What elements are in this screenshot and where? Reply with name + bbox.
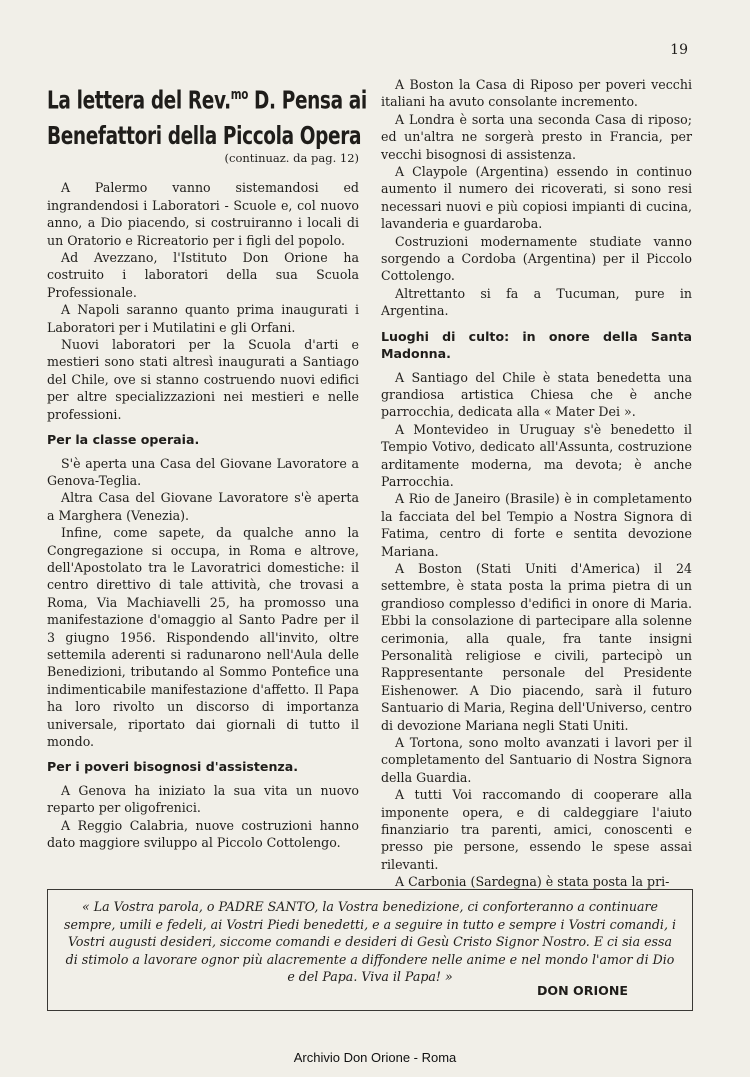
paragraph: Ad Avezzano, l'Istituto Don Orione ha costruito i laboratori della sua Scuola Professionale. <box>47 250 359 300</box>
paragraph: A Boston la Casa di Riposo per poveri vecchi italiani ha avuto consolante incremento. <box>381 77 692 110</box>
paragraph: S'è aperta una Casa del Giovane Lavoratore a Genova-Teglia. <box>47 455 359 488</box>
paragraph: Altrettanto si fa a Tucuman, pure in Argentina. <box>381 285 692 319</box>
article-title <box>47 78 367 151</box>
paragraph: Infine, come sapete, da qualche anno la Congregazione si occupa, in Roma e altrove, dell'Apostolato tra le Lavoratrici domestiche: il centro direttivo di tale attività, che trovasi a Roma, Via Machiavelli 25, ha promosso una manifestazione d'omaggio al Santo Padre per il 3 giugno 1956. Rispondendo all'invito, oltre settemila aderenti si radunarono nell'Aula delle Benedizioni, tributando al Sommo Pontefice una indimenticabile manifestazione d'affetto. Il Papa ha loro rivolto un discorso di importanza universale, riportato dai giornali di tutto il mondo. <box>47 525 359 749</box>
paragraph: A Napoli saranno quanto prima inaugurati i Laboratori per i Mutilatini e gli Orfani. <box>47 302 359 335</box>
quote-box <box>47 889 693 1011</box>
continued-note: (continuaz. da pag. 12) <box>224 151 359 165</box>
right-column <box>381 76 692 891</box>
paragraph: A tutti Voi raccomando di cooperare alla imponente opera, e di caldeggiare l'aiuto finanziario tra parenti, amici, conoscenti e presso pie persone, essendo le spese assai rilevanti. <box>381 787 692 872</box>
paragraph: A Palermo vanno sistemandosi ed ingrandendosi i Laboratori - Scuole e, col nuovo anno, a Dio piacendo, si costruiranno i locali di un Oratorio e Ricreatorio per i figli del popolo. <box>47 180 359 248</box>
section-heading-luoghi-di-culto: Luoghi di culto: in onore della Santa Madonna. <box>381 328 692 362</box>
archive-footer: Archivio Don Orione - Roma <box>293 1050 457 1065</box>
paragraph: A Genova ha iniziato la sua vita un nuovo reparto per oligofrenici. <box>47 782 359 816</box>
section-heading-poveri-bisognosi: Per i poveri bisognosi d'assistenza. <box>47 759 299 775</box>
paragraph: A Carbonia (Sardegna) è stata posta la pri- <box>395 874 670 890</box>
title-sup: mo <box>230 87 248 103</box>
title-line1: La lettera del Rev. <box>47 85 231 115</box>
paragraph: A Claypole (Argentina) essendo in continuo aumento il numero dei ricoverati, si sono resi necessari nuovi e più copiosi impianti di cucina, lavanderia e guardaroba. <box>381 164 692 232</box>
paragraph: A Reggio Calabria, nuove costruzioni hanno dato maggiore sviluppo al Piccolo Cottolengo. <box>47 817 359 851</box>
title-line1-end: D. Pensa ai <box>247 85 367 115</box>
paragraph: A Boston (Stati Uniti d'America) il 24 settembre, è stata posta la prima pietra di un grandioso complesso d'edifici in onore di Maria. Ebbi la consolazione di partecipare alla solenne cerimonia, alla quale, fra tante insigni Personalità religiose e civili, partecipò un Rappresentante personale del Presidente Eishenower. A Dio piacendo, sarà il futuro Santuario di Maria, Regina dell'Universo, centro di devozione Mariana negli Stati Uniti. <box>381 560 692 733</box>
title-line2: Benefattori della Piccola Opera <box>47 121 362 151</box>
paragraph: A Londra è sorta una seconda Casa di riposo; ed un'altra ne sorgerà presto in Francia, per vecchi bisognosi di assistenza. <box>381 111 692 162</box>
signature: DON ORIONE <box>536 983 628 999</box>
paragraph: Nuovi laboratori per la Scuola d'arti e mestieri sono stati altresì inaugurati a Santiago del Chile, ove si stanno costruendo nuovi edifici per altre specializzazioni nei mestieri e nelle professioni. <box>47 337 359 422</box>
paragraph: Altra Casa del Giovane Lavoratore s'è aperta a Marghera (Venezia). <box>47 490 359 523</box>
page-number: 19 <box>670 42 688 58</box>
paragraph: Costruzioni modernamente studiate vanno sorgendo a Cordoba (Argentina) per il Piccolo Cottolengo. <box>381 233 692 284</box>
paragraph: A Santiago del Chile è stata benedetta una grandiosa artistica Chiesa che è anche parrocchia, dedicata alla « Mater Dei ». <box>381 369 692 420</box>
paragraph: A Rio de Janeiro (Brasile) è in completamento la facciata del bel Tempio a Nostra Signora di Fatima, centro di forte e sentita devozione Mariana. <box>381 491 692 559</box>
left-column <box>47 76 367 851</box>
paragraph: A Montevideo in Uruguay s'è benedetto il Tempio Votivo, dedicato all'Assunta, costruzione arditamente moderna, ma devota; è anche Parrocchia. <box>381 421 692 489</box>
quote-text: « La Vostra parola, o PADRE SANTO, la Vostra benedizione, ci conforteranno a continuare sempre, umili e fedeli, ai Vostri Piedi benedetti, e a seguire in tutto e sempre i Vostri comandi, i Vostri augusti desideri, siccome comandi e desideri di Gesù Cristo Signor Nostro. E ci sia essa di stimolo a lavorare ognor più alacremente a diffondere nelle anime e nel mondo l'amor di Dio e del Papa. Viva il Papa! » <box>64 899 676 985</box>
section-heading-classe-operaia: Per la classe operaia. <box>47 432 200 448</box>
paragraph: A Tortona, sono molto avanzati i lavori per il completamento del Santuario di Nostra Signora della Guardia. <box>381 735 692 785</box>
